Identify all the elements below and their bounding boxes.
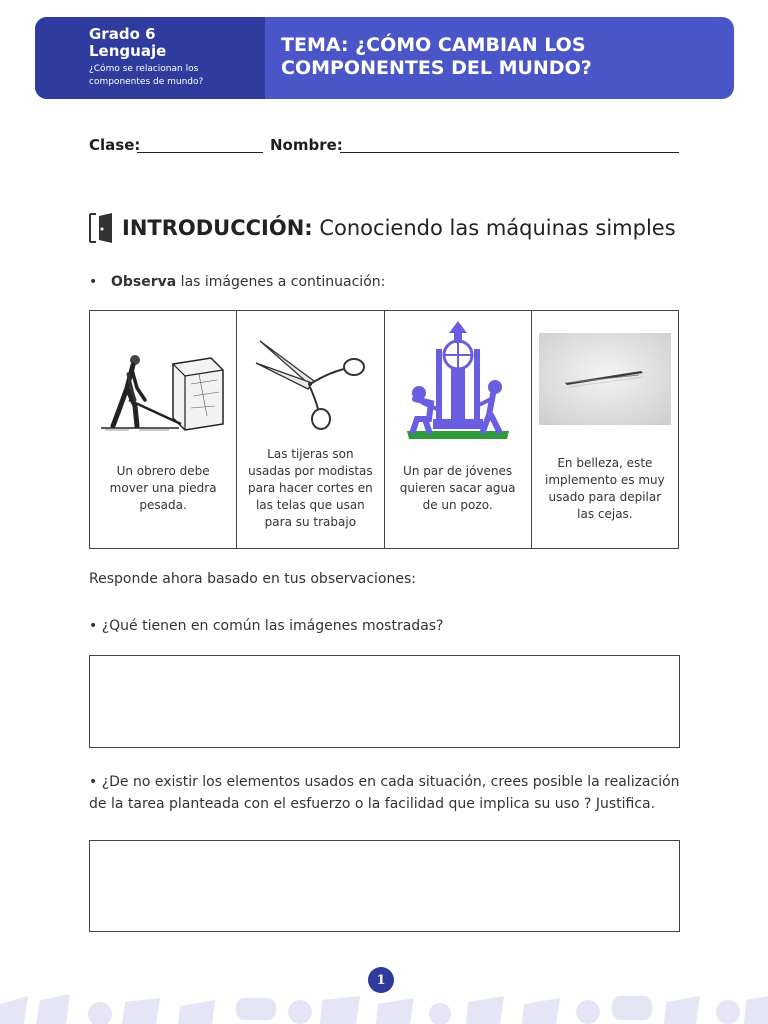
student-fields bbox=[89, 136, 679, 156]
name-field[interactable] bbox=[340, 152, 679, 153]
question-2: • ¿De no existir los elementos usados en cada situación, crees posible la realización de la tarea planteada con el esfuerzo o la facilidad que implica su uso ? Justifica. bbox=[89, 774, 680, 812]
intro-title bbox=[122, 216, 676, 240]
image-grid bbox=[89, 310, 679, 549]
question-1: • ¿Qué tienen en común las imágenes mostradas? bbox=[89, 618, 444, 634]
observe-rest: las imágenes a continuación: bbox=[176, 274, 386, 290]
caption-worker: Un obrero debe mover una piedra pesada. bbox=[109, 464, 217, 512]
header-course-info bbox=[35, 17, 265, 99]
page-number: 1 bbox=[368, 967, 394, 993]
observe-instruction bbox=[89, 274, 385, 290]
worker-lever-stone-illustration bbox=[99, 344, 227, 434]
grade-label: Grado 6 bbox=[89, 25, 156, 43]
name-label: Nombre: bbox=[270, 136, 343, 154]
answer-box-1[interactable] bbox=[89, 655, 680, 748]
image-cell-scissors bbox=[237, 311, 384, 548]
answer-box-2[interactable] bbox=[89, 840, 680, 932]
theme-title: TEMA: ¿CÓMO CAMBIAN LOS COMPONENTES DEL MUNDO? bbox=[281, 34, 592, 79]
responde-instruction: Responde ahora basado en tus observaciones: bbox=[89, 571, 416, 587]
caption-well: Un par de jóvenes quieren sacar agua de un pozo. bbox=[399, 464, 516, 512]
caption-tweezers: En belleza, este implemento es muy usado para depilar las cejas. bbox=[545, 455, 665, 521]
scissors-illustration bbox=[250, 333, 370, 433]
intro-title-rest: Conociendo las máquinas simples bbox=[312, 216, 676, 240]
image-cell-tweezers bbox=[532, 311, 678, 548]
bullet: • bbox=[89, 274, 98, 290]
topic-question: ¿Cómo se relacionan los componentes de mundo? bbox=[89, 64, 204, 87]
class-label: Clase: bbox=[89, 136, 141, 154]
caption-scissors: Las tijeras son usadas por modistas para hacer cortes en las telas que usan para su trabajo bbox=[247, 447, 373, 529]
intro-title-bold: INTRODUCCIÓN: bbox=[122, 216, 313, 240]
tweezers-photo bbox=[539, 333, 671, 425]
header-banner bbox=[35, 17, 734, 99]
observe-bold: Observa bbox=[111, 274, 177, 290]
well-pulley-illustration bbox=[403, 319, 513, 443]
subject-label: Lenguaje bbox=[89, 42, 167, 60]
class-field[interactable] bbox=[137, 152, 263, 153]
door-exit-icon bbox=[88, 211, 116, 245]
footer-decorative-pattern bbox=[0, 990, 768, 1024]
image-cell-worker bbox=[90, 311, 237, 548]
intro-heading bbox=[88, 210, 676, 246]
image-cell-well bbox=[385, 311, 532, 548]
